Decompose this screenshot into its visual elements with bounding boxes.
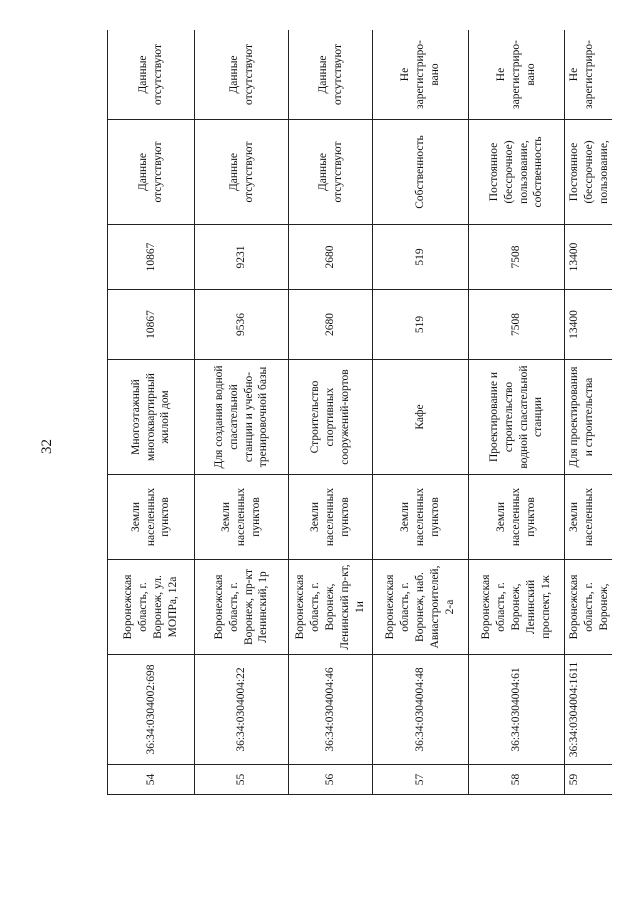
right-type-cell: Постоянное (бессрочное) пользование, собственность [469,120,565,225]
area-document-cell: 519 [373,290,469,360]
table-row [373,30,469,795]
page-number: 32 [39,439,55,454]
area-actual-cell: 9231 [195,225,289,290]
area-document-cell: 10867 [108,290,195,360]
land-registry-table-wrapper [107,30,612,795]
right-type-cell: Данные отсутствуют [195,120,289,225]
cadastral-number: 36:34:0304004:48 [373,655,469,765]
row-number: 54 [108,765,195,795]
row-number: 58 [469,765,565,795]
right-type-cell: Собственность [373,120,469,225]
area-actual-cell: 2680 [289,225,373,290]
address-cell: Воронежская область, г. Воронеж, ул. МОПРа, 12а [108,560,195,655]
row-number: 57 [373,765,469,795]
registration-cell: Не зарегистриро- [565,30,613,120]
permitted-use-cell: Для проектирования и строительства [565,360,613,475]
row-number: 56 [289,765,373,795]
area-actual-cell: 519 [373,225,469,290]
permitted-use-cell: Для создания водной спасательной станции и учебно-тренировочной базы [195,360,289,475]
table-rotator [107,30,612,795]
registration-cell: Данные отсутствуют [195,30,289,120]
table-row [469,30,565,795]
land-category-cell: Земли населенных пунктов [108,475,195,560]
cadastral-number: 36:34:0304004:22 [195,655,289,765]
table-row [289,30,373,795]
table-row [108,30,195,795]
row-number: 55 [195,765,289,795]
cadastral-number: 36:34:0304002:698 [108,655,195,765]
registration-cell: Не зарегистриро-вано [373,30,469,120]
address-cell: Воронежская область, г. Воронеж, наб. Авиастроителей, 2-а [373,560,469,655]
right-type-cell: Данные отсутствуют [108,120,195,225]
area-actual-cell: 13400 [565,225,613,290]
land-category-cell: Земли населенных пунктов [469,475,565,560]
permitted-use-cell: Кафе [373,360,469,475]
permitted-use-cell: Проектирование и строительство водной спасательной станции [469,360,565,475]
registration-cell: Данные отсутствуют [108,30,195,120]
table-row [565,30,613,795]
row-number: 59 [565,765,613,795]
land-category-cell: Земли населенных пунктов [373,475,469,560]
table-row [195,30,289,795]
cadastral-number: 36:34:0304004:61 [469,655,565,765]
right-type-cell: Постоянное (бессрочное) пользование, [565,120,613,225]
address-cell: Воронежская область, г. Воронеж, [565,560,613,655]
permitted-use-cell: Строительство спортивных сооружений-кортов [289,360,373,475]
land-registry-table [107,30,612,795]
registration-cell: Не зарегистриро-вано [469,30,565,120]
cadastral-number: 36:34:0304004:46 [289,655,373,765]
area-actual-cell: 10867 [108,225,195,290]
land-category-cell: Земли населенных [565,475,613,560]
address-cell: Воронежская область, г. Воронеж, пр-кт Ленинский, 1р [195,560,289,655]
area-document-cell: 9536 [195,290,289,360]
permitted-use-cell: Многоэтажный многоквартирный жилой дом [108,360,195,475]
land-category-cell: Земли населенных пунктов [195,475,289,560]
area-document-cell: 2680 [289,290,373,360]
registration-cell: Данные отсутствуют [289,30,373,120]
address-cell: Воронежская область, г. Воронеж, Ленинский проспект, 1ж [469,560,565,655]
address-cell: Воронежская область, г. Воронеж, Ленинский пр-кт, 1и [289,560,373,655]
area-document-cell: 7508 [469,290,565,360]
area-actual-cell: 7508 [469,225,565,290]
right-type-cell: Данные отсутствуют [289,120,373,225]
land-category-cell: Земли населенных пунктов [289,475,373,560]
cadastral-number: 36:34:0304004:1611 [565,655,613,765]
area-document-cell: 13400 [565,290,613,360]
